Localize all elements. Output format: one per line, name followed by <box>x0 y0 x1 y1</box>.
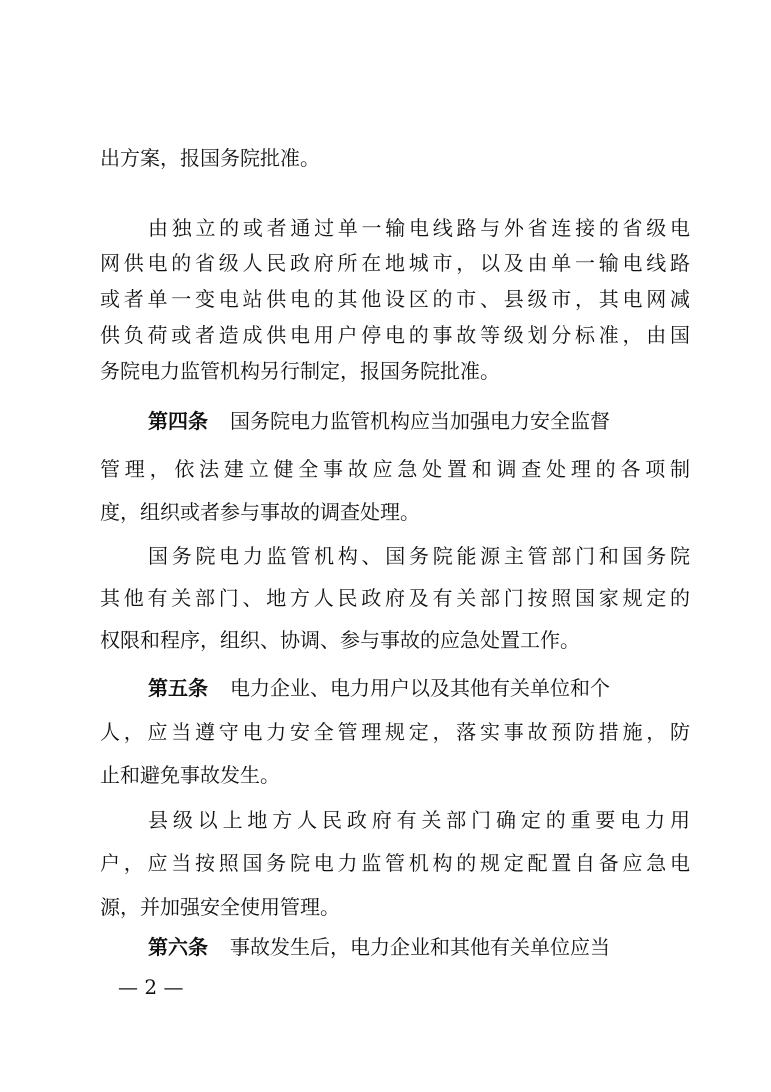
line-text: 度，组织或者参与事故的调查处理。 <box>100 500 420 524</box>
line-text: 源，并加强安全使用管理。 <box>100 895 340 919</box>
text-line <box>100 143 690 173</box>
line-text: 管理，依法建立健全事故应急处置和调查处理的各项制 <box>100 457 690 481</box>
line-text: 供负荷或者造成供电用户停电的事故等级划分标准，由国 <box>100 323 690 347</box>
line-text: 电力企业、电力用户以及其他有关单位和个 <box>230 676 610 700</box>
text-line <box>100 320 690 350</box>
page-number: — 2 — <box>118 975 184 999</box>
line-text: 由独立的或者通过单一输电线路与外省连接的省级电 <box>148 216 690 240</box>
text-line <box>100 284 690 314</box>
text-line <box>148 541 690 571</box>
text-line <box>100 892 690 922</box>
line-text: 止和避免事故发生。 <box>100 763 280 787</box>
line-text: 户，应当按照国务院电力监管机构的规定配置自备应急电 <box>100 851 690 875</box>
line-text: 国务院电力监管机构、国务院能源主管部门和国务院 <box>148 544 690 568</box>
line-text: 或者单一变电站供电的其他设区的市、县级市，其电网减 <box>100 287 690 311</box>
text-line <box>100 717 690 747</box>
text-line <box>148 213 690 243</box>
line-text: 务院电力监管机构另行制定，报国务院批准。 <box>100 359 500 383</box>
article-heading-line <box>148 932 690 962</box>
text-line <box>148 805 690 835</box>
line-text: 网供电的省级人民政府所在地城市，以及由单一输电线路 <box>100 251 690 275</box>
line-text: 事故发生后，电力企业和其他有关单位应当 <box>230 935 610 959</box>
line-text: 国务院电力监管机构应当加强电力安全监督 <box>230 409 610 433</box>
text-line <box>100 848 690 878</box>
line-text: 出方案，报国务院批准。 <box>100 146 320 170</box>
text-line <box>100 497 690 527</box>
line-text: 县级以上地方人民政府有关部门确定的重要电力用 <box>148 808 690 832</box>
text-line <box>100 454 690 484</box>
article-heading: 第五条 <box>148 676 208 700</box>
text-line <box>100 583 690 613</box>
line-text: 人，应当遵守电力安全管理规定，落实事故预防措施，防 <box>100 720 690 744</box>
line-text: 权限和程序，组织、协调、参与事故的应急处置工作。 <box>100 628 580 652</box>
text-line <box>100 760 690 790</box>
article-heading: 第四条 <box>148 409 208 433</box>
text-line <box>100 248 690 278</box>
article-heading: 第六条 <box>148 935 208 959</box>
article-heading-line <box>148 406 690 436</box>
text-line <box>100 625 690 655</box>
text-line <box>100 356 690 386</box>
article-heading-line <box>148 673 690 703</box>
line-text: 其他有关部门、地方人民政府及有关部门按照国家规定的 <box>100 586 690 610</box>
